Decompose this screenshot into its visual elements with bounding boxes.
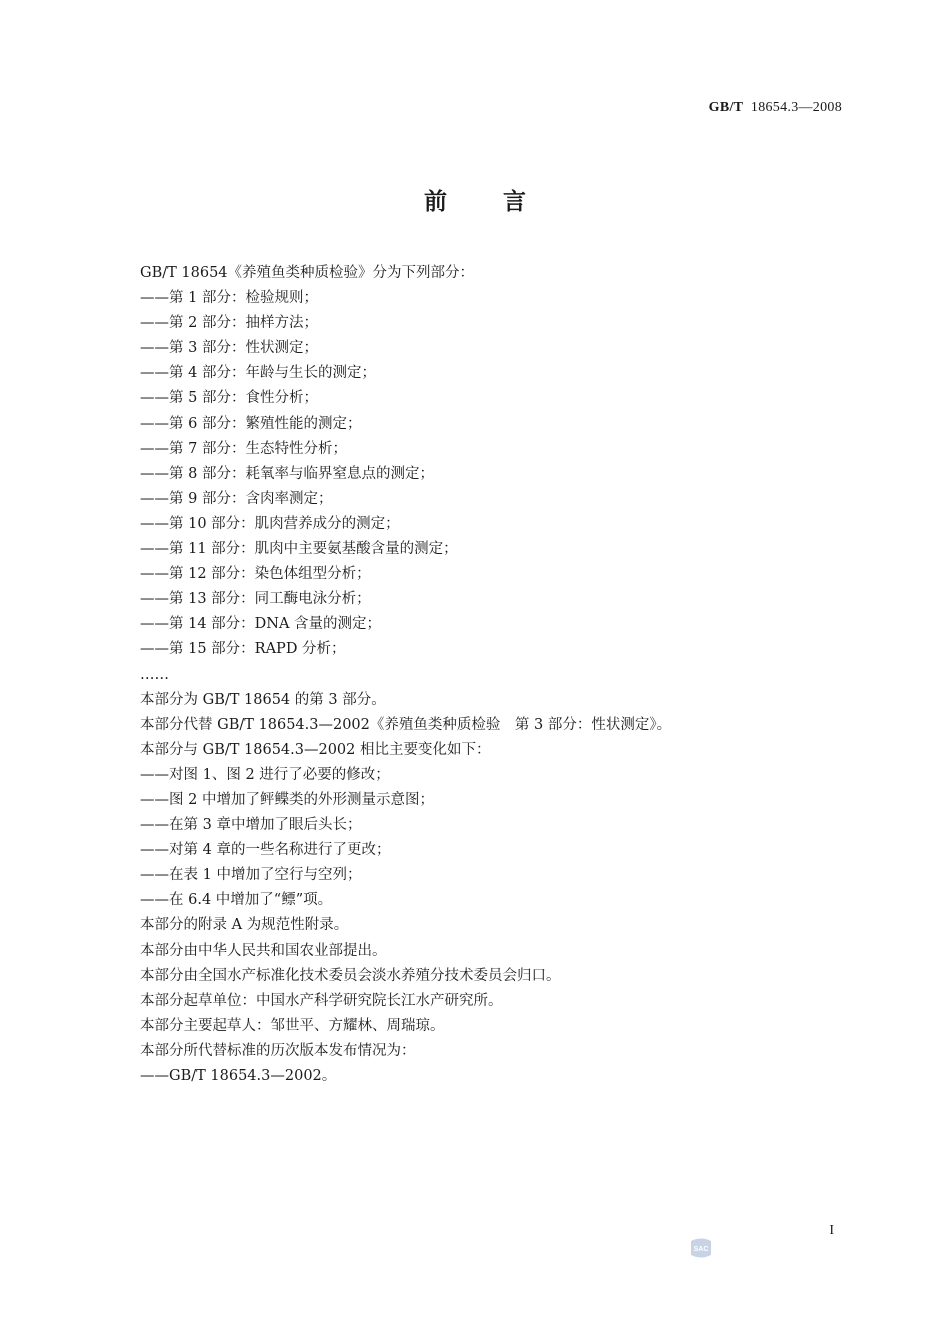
text-line: 本部分所代替标准的历次版本发布情况为： xyxy=(140,1042,416,1059)
text-line: 本部分为 GB/T 18654 的第 3 部分。 xyxy=(140,691,386,708)
text-line: 本部分主要起草人：邹世平、方耀林、周瑞琼。 xyxy=(140,1017,445,1034)
standard-code xyxy=(709,100,842,116)
list-item: ——对图 1、图 2 进行了必要的修改； xyxy=(140,766,390,783)
sac-logo-icon xyxy=(688,1237,714,1259)
list-item: ——第 9 部分：含肉率测定； xyxy=(140,490,333,507)
list-item: ——第 1 部分：检验规则； xyxy=(140,290,318,307)
list-item: ——第 13 部分：同工酶电泳分析； xyxy=(140,591,371,608)
list-item: ——第 11 部分：肌肉中主要氨基酸含量的测定； xyxy=(140,541,458,558)
text-line: 本部分由全国水产标准化技术委员会淡水养殖分技术委员会归口。 xyxy=(140,967,561,984)
list-item: ——第 4 部分：年龄与生长的测定； xyxy=(140,365,376,382)
page-title: 前言 xyxy=(424,189,582,215)
text-line: 本部分代替 GB/T 18654.3—2002《养殖鱼类种质检验 第 3 部分：性状测定》。 xyxy=(140,716,672,733)
text-line: 本部分与 GB/T 18654.3—2002 相比主要变化如下： xyxy=(140,741,491,758)
list-item: ——图 2 中增加了鲆鲽类的外形测量示意图； xyxy=(140,791,434,808)
text-line: 本部分起草单位：中国水产科学研究院长江水产研究所。 xyxy=(140,992,503,1009)
list-item: ——第 12 部分：染色体组型分析； xyxy=(140,566,371,583)
ellipsis: …… xyxy=(140,666,169,683)
standard-number: 18654.3—2008 xyxy=(750,100,842,115)
list-item: ——第 5 部分：食性分析； xyxy=(140,390,318,407)
list-item: ——GB/T 18654.3—2002。 xyxy=(140,1068,337,1084)
list-item: ——在 6.4 中增加了“鳔”项。 xyxy=(140,892,333,909)
list-item: ——第 8 部分：耗氧率与临界窒息点的测定； xyxy=(140,465,434,482)
list-item: ——在表 1 中增加了空行与空列； xyxy=(140,867,362,884)
standard-prefix: GB/T xyxy=(708,100,744,115)
text-line: 本部分的附录 A 为规范性附录。 xyxy=(140,917,349,934)
list-item: ——对第 4 章的一些名称进行了更改； xyxy=(140,842,391,859)
foreword-body xyxy=(140,261,840,1089)
list-item: ——第 6 部分：繁殖性能的测定； xyxy=(140,415,362,432)
list-item: ——第 15 部分：RAPD 分析； xyxy=(140,641,346,658)
text-line: GB/T 18654《养殖鱼类种质检验》分为下列部分： xyxy=(140,265,475,281)
list-item: ——第 2 部分：抽样方法； xyxy=(140,315,318,332)
text-line: 本部分由中华人民共和国农业部提出。 xyxy=(140,942,387,959)
list-item: ——在第 3 章中增加了眼后头长； xyxy=(140,817,362,834)
sac-logo-text: SAC xyxy=(693,1246,709,1253)
list-item: ——第 7 部分：生态特性分析； xyxy=(140,440,347,457)
page-number: I xyxy=(829,1223,834,1238)
list-item: ——第 10 部分：肌肉营养成分的测定； xyxy=(140,515,400,532)
list-item: ——第 14 部分：DNA 含量的测定； xyxy=(140,616,382,633)
list-item: ——第 3 部分：性状测定； xyxy=(140,340,318,357)
